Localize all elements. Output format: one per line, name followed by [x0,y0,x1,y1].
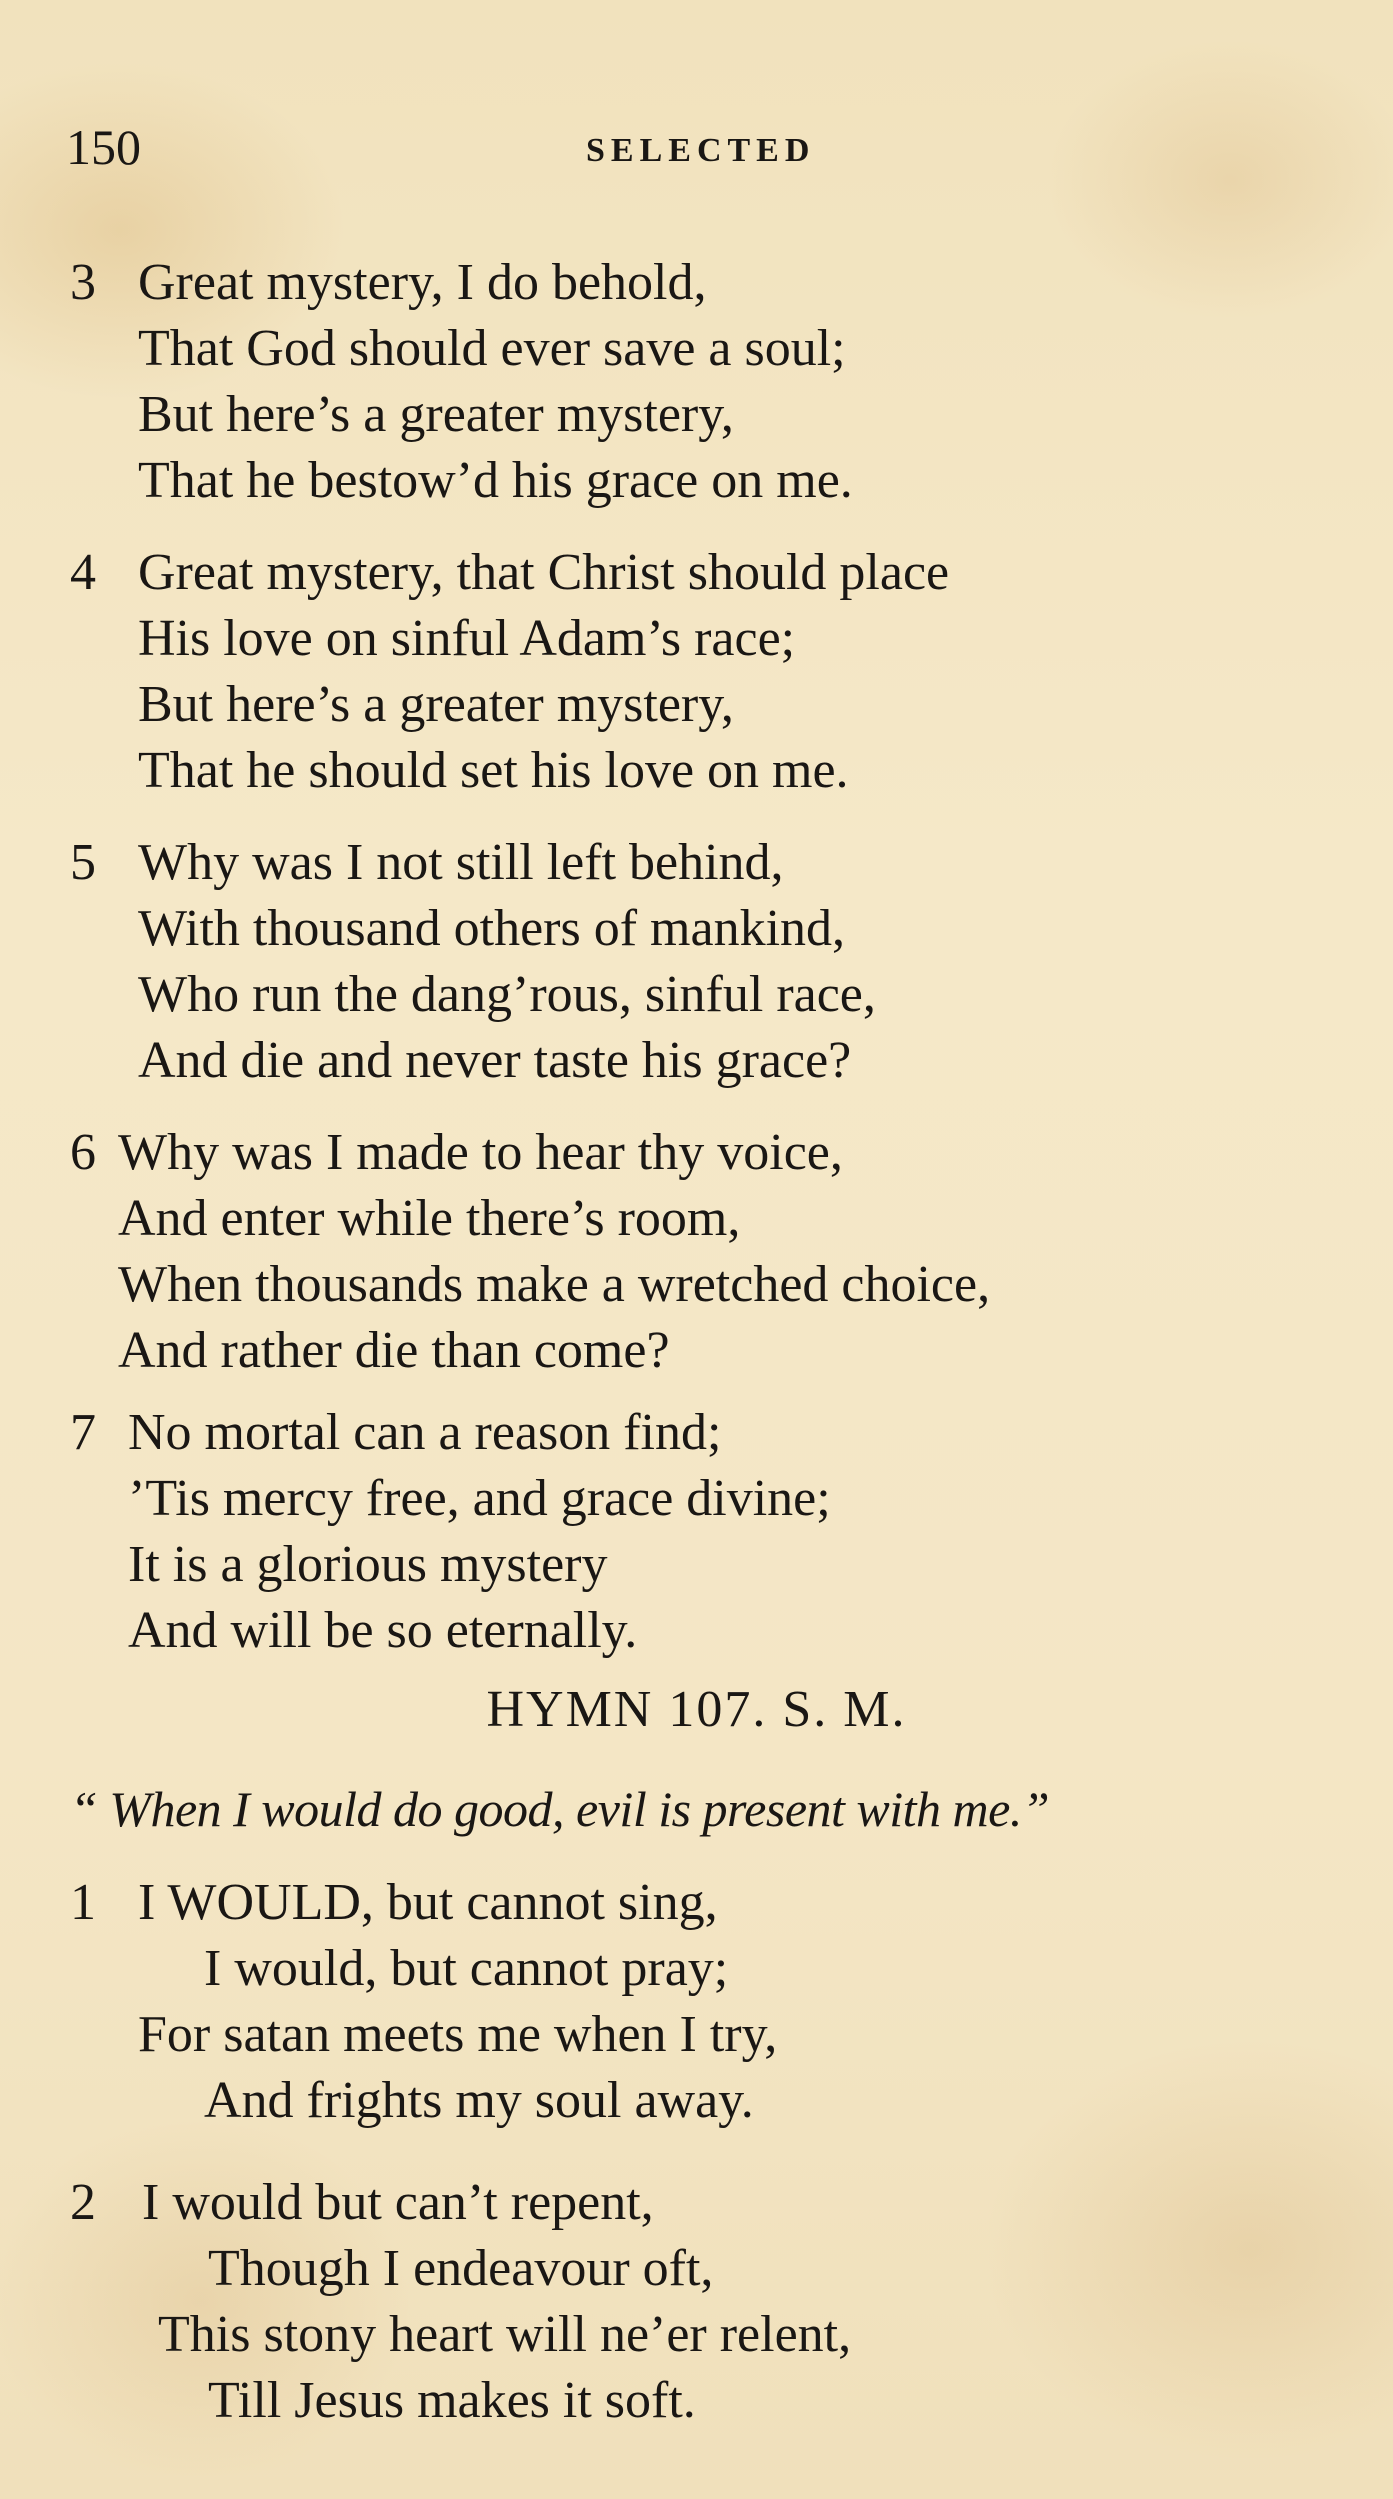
stanza-number: 4 [70,544,96,601]
verse-line: That God should ever save a soul; [138,320,846,377]
verse-line: And will be so eternally. [128,1602,638,1659]
verse-line: I would but can’t repent, [142,2174,654,2231]
verse-line: That he bestow’d his grace on me. [138,452,853,509]
verse-line: For satan meets me when I try, [138,2006,778,2063]
verse-line: And enter while there’s room, [118,1190,741,1247]
verse-line: And die and never taste his grace? [138,1032,852,1089]
verse-line: I WOULD, but cannot sing, [138,1874,718,1931]
stanza-number: 1 [70,1874,96,1931]
verse-line: And rather die than come? [118,1322,670,1379]
stanza-number: 3 [70,254,96,311]
hymn-title: HYMN 107. S. M. [486,1681,907,1738]
running-head: SELECTED [586,132,816,169]
verse-line: When thousands make a wretched choice, [118,1256,991,1313]
verse-line: I would, but cannot pray; [204,1940,729,1997]
stanza-number: 2 [70,2174,96,2231]
page-number: 150 [66,119,141,175]
verse-line: Great mystery, that Christ should place [138,544,950,601]
stanza-number: 5 [70,834,96,891]
verse-line: This stony heart will ne’er relent, [158,2306,852,2363]
verse-line: But here’s a greater mystery, [138,676,734,733]
stanza-number: 6 [70,1124,96,1181]
verse-line: ’Tis mercy free, and grace divine; [128,1470,831,1527]
verse-line: Though I endeavour oft, [208,2240,714,2297]
verse-line: Why was I not still left behind, [138,834,784,891]
verse-line: Who run the dang’rous, sinful race, [138,966,876,1023]
verse-line: Till Jesus makes it soft. [208,2372,696,2429]
stanza-number: 7 [70,1404,96,1461]
verse-line: No mortal can a reason find; [128,1404,722,1461]
hymn-epigraph: “ When I would do good, evil is present with me.” [70,1781,1050,1837]
page-header [66,118,1346,178]
verse-line: It is a glorious mystery [128,1536,608,1593]
verse-line: Why was I made to hear thy voice, [118,1124,843,1181]
verse-line: With thousand others of mankind, [138,900,846,957]
verse-line: But here’s a greater mystery, [138,386,734,443]
verse-line: And frights my soul away. [204,2072,754,2129]
verse-line: His love on sinful Adam’s race; [138,610,796,667]
verse-line: That he should set his love on me. [138,742,849,799]
verse-line: Great mystery, I do behold, [138,254,707,311]
